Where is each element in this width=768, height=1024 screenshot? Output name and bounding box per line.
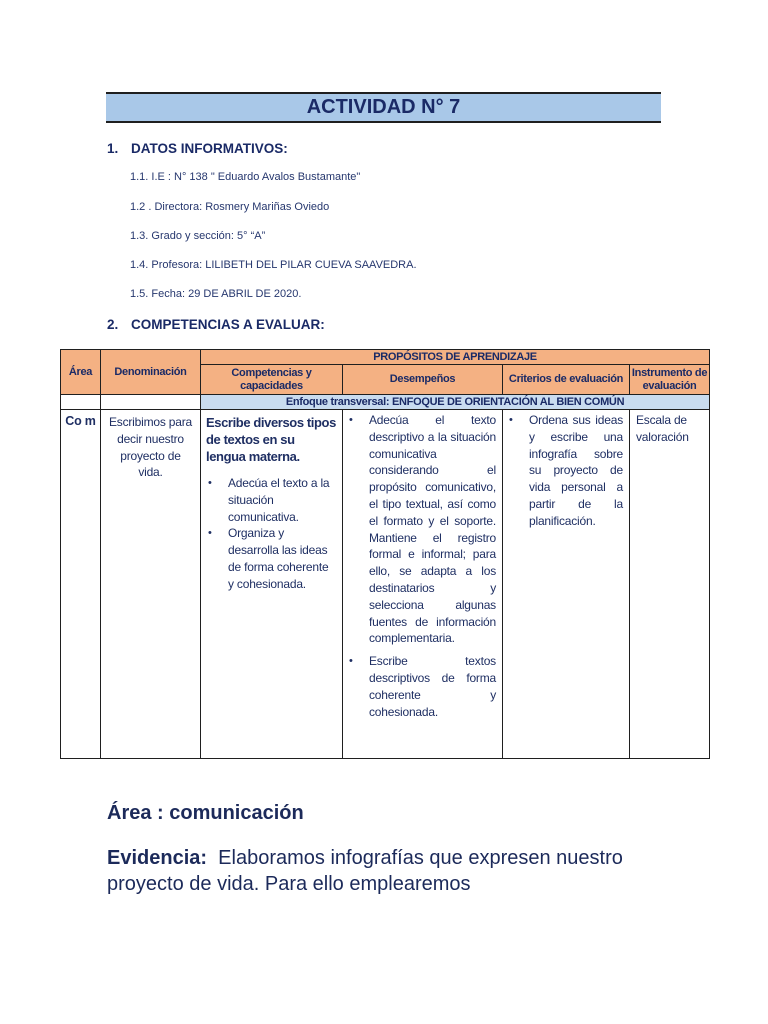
- row-area: Co m: [61, 410, 101, 759]
- criterio-item: • Ordena sus ideas y escribe una infografía sobre su proyecto de vida personal a partir de la planificación.: [507, 412, 623, 530]
- criterios-list: [507, 412, 623, 530]
- header-competencias: Competencias y capacidades: [201, 365, 343, 395]
- info-line-ie: 1.1. I.E : N° 138 " Eduardo Avalos Bustamante": [130, 171, 361, 183]
- row-criterios: [503, 410, 630, 759]
- section-heading-competencias: [107, 317, 325, 332]
- header-instrumento: Instrumento de evaluación: [630, 365, 710, 395]
- info-line-fecha: 1.5. Fecha: 29 DE ABRIL DE 2020.: [130, 288, 302, 300]
- desempenos-list: [347, 412, 496, 720]
- info-line-grado: 1.3. Grado y sección: 5° “A”: [130, 230, 266, 242]
- competencia-title: Escribe diversos tipos de textos en su lengua materna.: [206, 415, 336, 464]
- header-propositos: PROPÓSITOS DE APRENDIZAJE: [201, 350, 710, 365]
- capacidades-list: [206, 475, 337, 593]
- section-label: DATOS INFORMATIVOS:: [131, 141, 288, 156]
- header-area: Área: [61, 350, 101, 395]
- evidencia-paragraph: [107, 845, 687, 897]
- enfoque-transversal: Enfoque transversal: ENFOQUE DE ORIENTACIÓN AL BIEN COMÚN: [201, 395, 710, 410]
- capacidad-item: • Adecúa el texto a la situación comunicativa.: [206, 475, 337, 525]
- evidencia-label: Evidencia:: [107, 847, 208, 869]
- section-heading-datos: [107, 141, 288, 156]
- activity-title-bar: [106, 92, 661, 123]
- capacidad-item: • Organiza y desarrolla las ideas de forma coherente y cohesionada.: [206, 525, 337, 592]
- activity-title: ACTIVIDAD N° 7: [306, 96, 461, 118]
- area-label: Área : comunicación: [107, 802, 304, 824]
- row-instrumento: Escala de valoración: [630, 410, 710, 759]
- info-line-directora: 1.2 . Directora: Rosmery Mariñas Oviedo: [130, 201, 330, 213]
- info-line-profesora: 1.4. Profesora: LILIBETH DEL PILAR CUEVA SAAVEDRA.: [130, 259, 417, 271]
- competencias-table: [60, 349, 710, 759]
- section-number: 2.: [107, 317, 119, 332]
- header-denominacion: Denominación: [101, 350, 201, 395]
- row-competencias: [201, 410, 343, 759]
- evidencia-text: Elaboramos infografías que expresen nuestro proyecto de vida. Para ello emplearemos: [107, 847, 623, 895]
- row-denominacion: Escribimos para decir nuestro proyecto de vida.: [101, 410, 201, 759]
- header-desempenos: Desempeños: [343, 365, 503, 395]
- section-label: COMPETENCIAS A EVALUAR:: [131, 317, 325, 332]
- row-desempenos: [343, 410, 503, 759]
- desempeno-item: • Adecúa el texto descriptivo a la situación comunicativa considerando el propósito comunicativo, el tipo textual, así como el formato y el soporte. Mantiene el registro formal e informal; para ello, se adapta a los destinatarios y selecciona algunas fuentes de información complementaria.: [347, 412, 496, 647]
- desempeno-item: • Escribe textos descriptivos de forma coherente y cohesionada.: [347, 653, 496, 720]
- section-number: 1.: [107, 141, 119, 156]
- area-line: [107, 802, 304, 825]
- header-criterios: Criterios de evaluación: [503, 365, 630, 395]
